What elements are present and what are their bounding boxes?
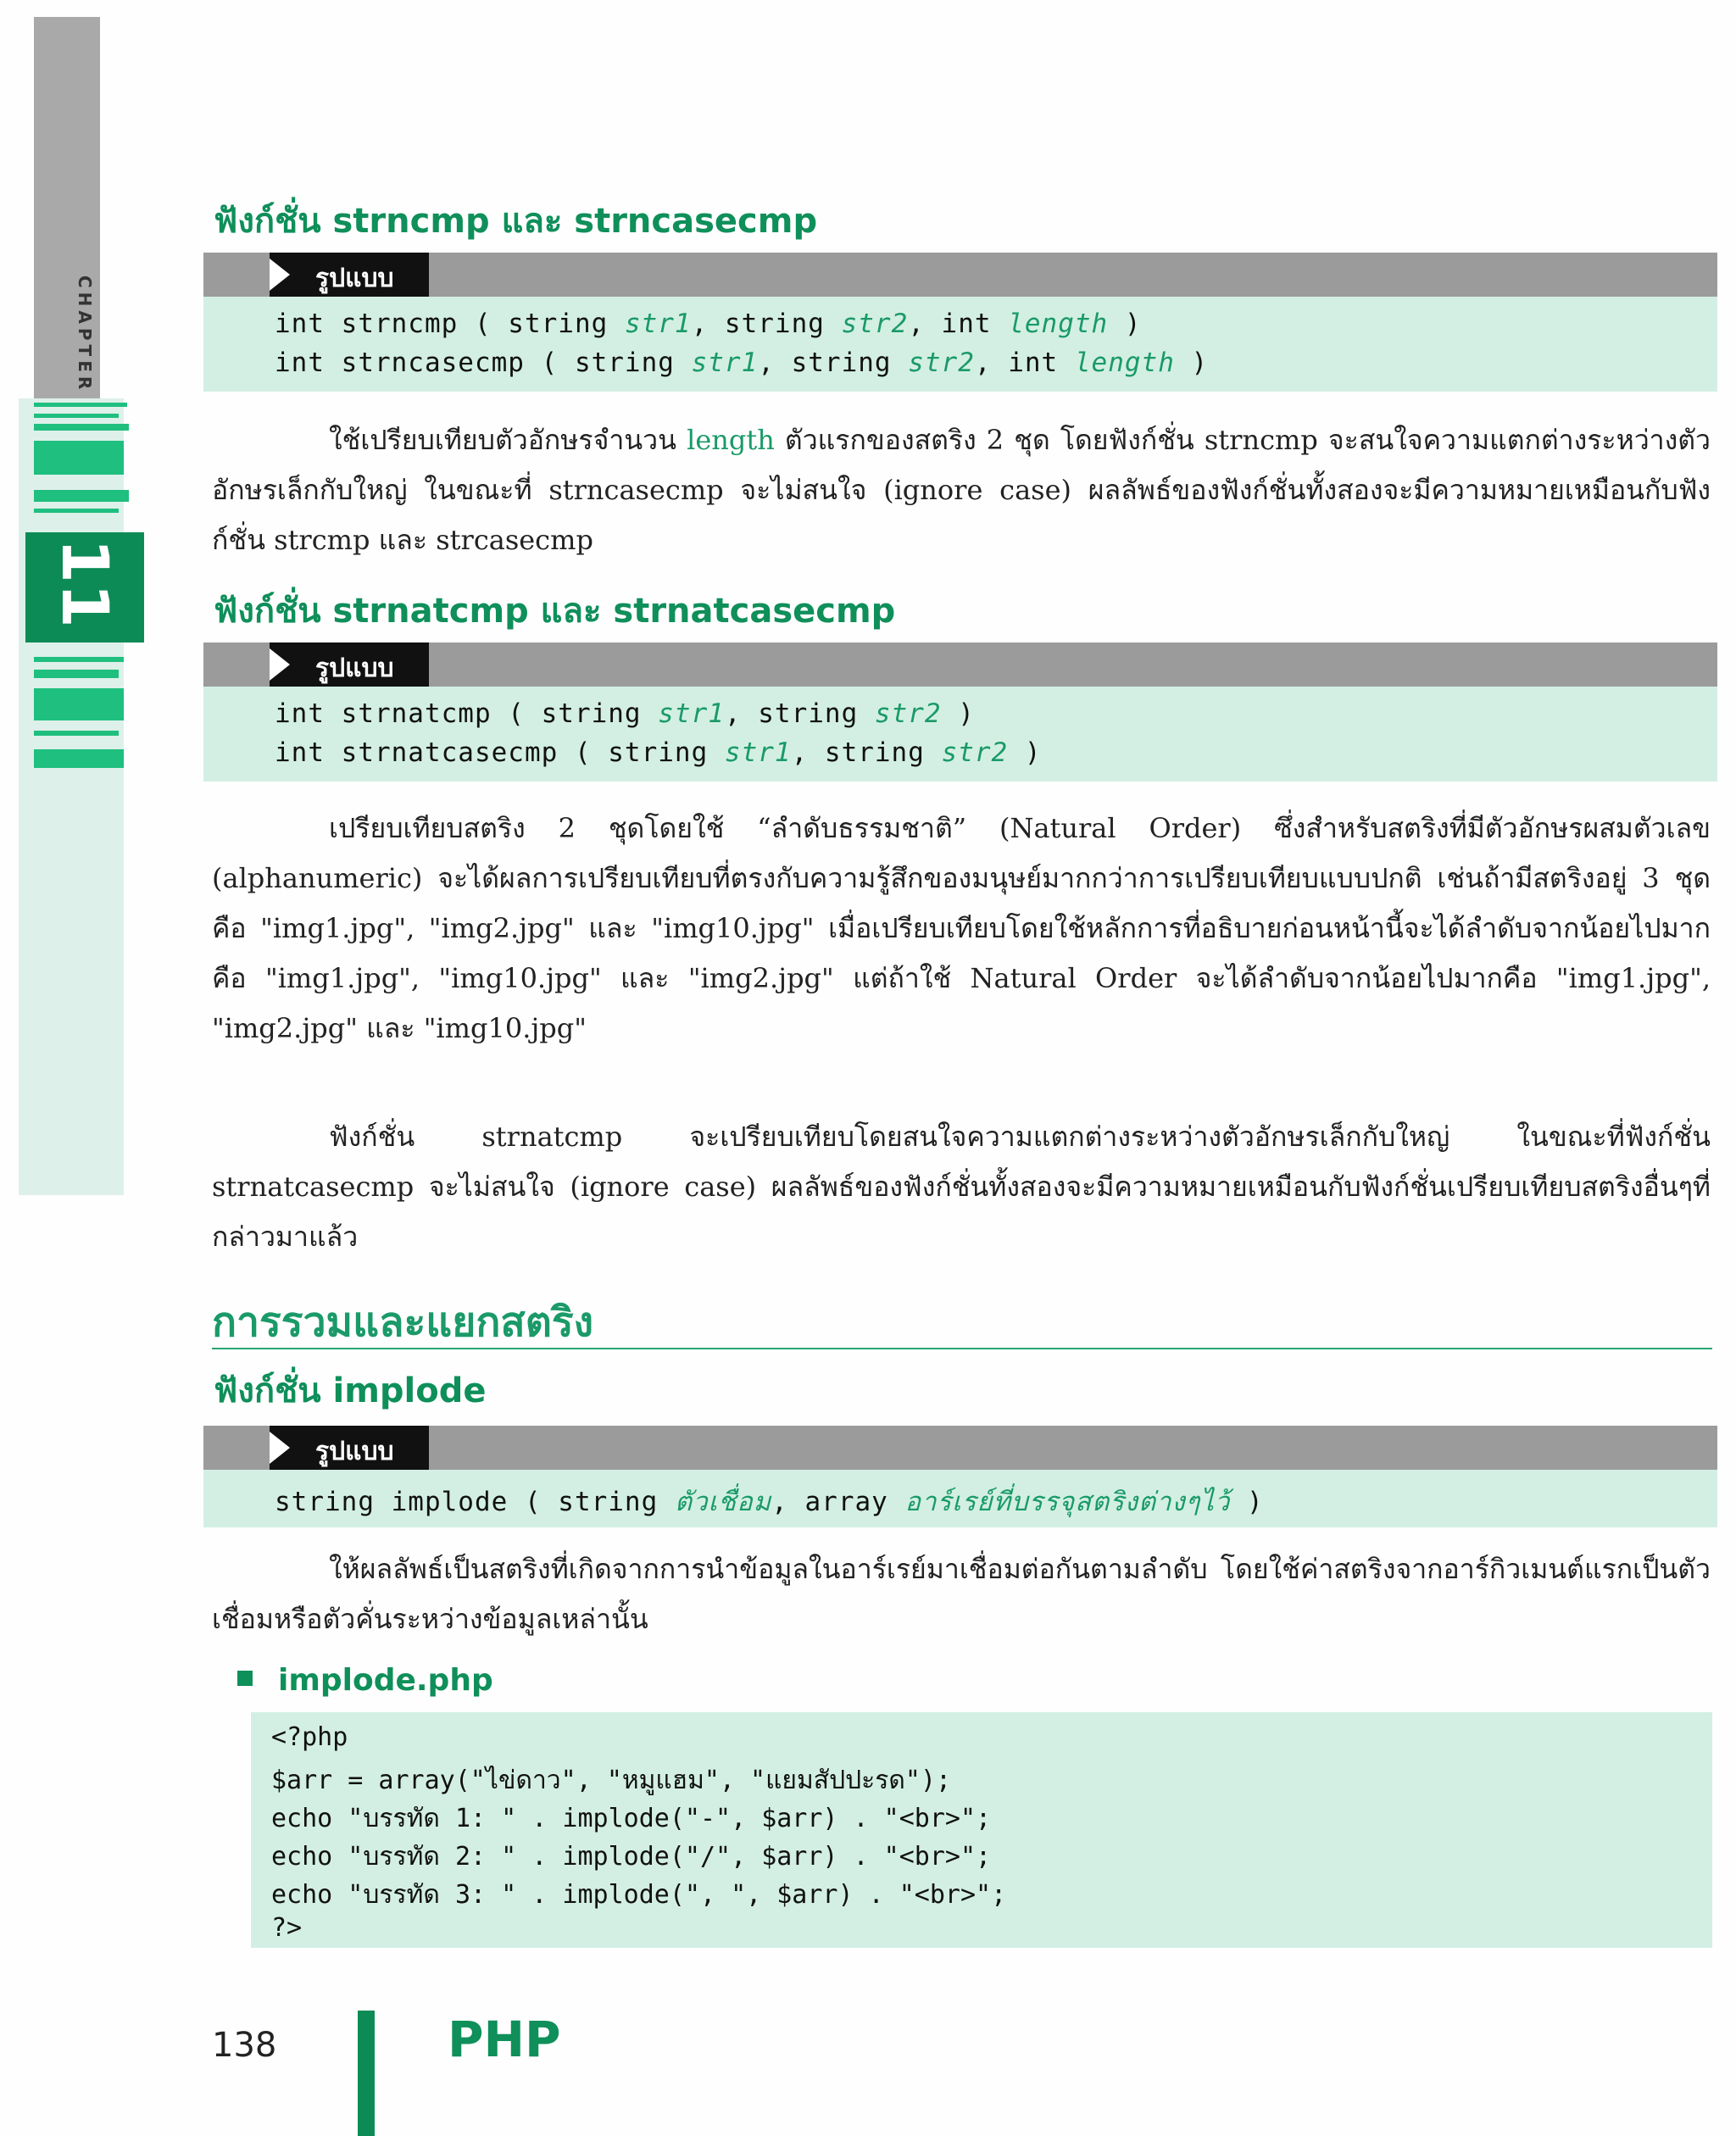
square-bullet-icon — [237, 1671, 253, 1686]
code-line: <?php — [271, 1722, 348, 1752]
code-line: ?> — [271, 1913, 303, 1943]
page-number: 138 — [212, 2026, 277, 2065]
chapter-stripe — [34, 490, 129, 502]
syntax-line: int strncasecmp ( string str1, string str2, int length ) — [275, 348, 1209, 378]
footer-title: PHP — [448, 2011, 561, 2068]
chapter-stripe — [34, 509, 119, 513]
paragraph: ให้ผลลัพธ์เป็นสตริงที่เกิดจากการนำข้อมูลในอาร์เรย์มาเชื่อมต่อกันตามลำดับ โดยใช้ค่าสตริงจากอาร์กิวเมนต์แรกเป็นตัวเชื่อมหรือตัวคั่นระหว่างข้อมูลเหล่านั้น — [212, 1553, 1711, 1635]
paragraph: ฟังก์ชั่น strnatcmp จะเปรียบเทียบโดยสนใจความแตกต่างระหว่างตัวอักษรเล็กกับใหญ่ ในขณะที่ฟังก์ชั่น strnatcasecmp จะไม่สนใจ (ignore case) ผลลัพธ์ของฟังก์ชั่นทั้งสองจะมีความหมายเหมือนกับฟังก์ชั่นเปรียบเทียบสตริงอื่นๆที่กล่าวมาแล้ว — [212, 1121, 1711, 1253]
chapter-number-box — [25, 532, 144, 642]
syntax-line: int strnatcmp ( string str1, string str2 ) — [275, 698, 975, 729]
chapter-stripe — [34, 670, 119, 678]
chevron-right-icon — [270, 259, 290, 291]
code-line: $arr = array("ไข่ดาว", "หมูแฮม", "แยมสัปปะรด"); — [271, 1766, 952, 1795]
syntax-label: รูปแบบ — [315, 264, 394, 293]
chapter-stripe — [34, 441, 124, 475]
code-line: echo "บรรทัด 1: " . implode("-", $arr) . "<br>"; — [271, 1804, 992, 1833]
code-line: echo "บรรทัด 2: " . implode("/", $arr) . "<br>"; — [271, 1842, 992, 1872]
heading-strncmp: ฟังก์ชั่น strncmp และ strncasecmp — [214, 202, 818, 241]
chapter-stripe — [34, 403, 127, 407]
syntax-header — [203, 642, 1717, 687]
paragraph: เปรียบเทียบสตริง 2 ชุดโดยใช้ “ลำดับธรรมชาติ” (Natural Order) ซึ่งสำหรับสตริงที่มีตัวอักษรผสมตัวเลข (alphanumeric) จะได้ผลการเปรียบเทียบที่ตรงกับความรู้สึกของมนุษย์มากกว่าการเปรียบเทียบแบบปกติ เช่นถ้ามีสตริงอยู่ 3 ชุดคือ "img1.jpg", "img2.jpg" และ "img10.jpg" เมื่อเปรียบเทียบโดยใช้หลักการที่อธิบายก่อนหน้านี้จะได้ลำดับจากน้อยไปมากคือ "img1.jpg", "img10.jpg" และ "img2.jpg" แต่ถ้าใช้ Natural Order จะได้ลำดับจากน้อยไปมากคือ "img1.jpg", "img2.jpg" และ "img10.jpg" — [212, 812, 1711, 1044]
syntax-box — [203, 297, 1717, 392]
section-heading: การรวมและแยกสตริง — [212, 1299, 594, 1346]
chapter-strip-light — [19, 398, 124, 1195]
chapter-number: 11 — [47, 538, 123, 628]
chapter-stripe — [34, 424, 129, 431]
chapter-stripe — [34, 657, 124, 662]
chevron-right-icon — [270, 1432, 290, 1464]
syntax-line: string implode ( string ตัวเชื่อม, array อาร์เรย์ที่บรรจุสตริงต่างๆไว้ ) — [275, 1487, 1264, 1517]
section-rule — [212, 1348, 1712, 1349]
chapter-stripe — [34, 414, 119, 418]
syntax-label: รูปแบบ — [315, 1437, 394, 1466]
chapter-stripe — [34, 731, 119, 736]
syntax-header — [203, 253, 1717, 297]
heading-implode: ฟังก์ชั่น implode — [214, 1371, 487, 1410]
code-line: echo "บรรทัด 3: " . implode(", ", $arr) . "<br>"; — [271, 1880, 1007, 1910]
syntax-label: รูปแบบ — [315, 654, 394, 683]
syntax-header — [203, 1426, 1717, 1470]
paragraph: ใช้เปรียบเทียบตัวอักษรจำนวน length ตัวแรกของสตริง 2 ชุด โดยฟังก์ชั่น strncmp จะสนใจความแตกต่างระหว่างตัวอักษรเล็กกับใหญ่ ในขณะที่ strncasecmp จะไม่สนใจ (ignore case) ผลลัพธ์ของฟังก์ชั่นทั้งสองจะมีความหมายเหมือนกับฟังก์ชั่น strcmp และ strcasecmp — [212, 424, 1711, 556]
heading-strnatcmp: ฟังก์ชั่น strnatcmp และ strnatcasecmp — [214, 592, 896, 631]
footer-bar — [358, 2011, 375, 2136]
chapter-stripe — [34, 688, 124, 720]
chapter-label: CHAPTER — [75, 275, 95, 394]
syntax-line: int strnatcasecmp ( string str1, string str2 ) — [275, 737, 1042, 768]
chevron-right-icon — [270, 648, 290, 681]
syntax-box — [203, 1470, 1717, 1527]
file-title: implode.php — [237, 1663, 493, 1698]
syntax-box — [203, 687, 1717, 782]
code-example — [251, 1712, 1712, 1948]
chapter-stripe — [34, 749, 124, 768]
syntax-line: int strncmp ( string str1, string str2, int length ) — [275, 309, 1142, 339]
